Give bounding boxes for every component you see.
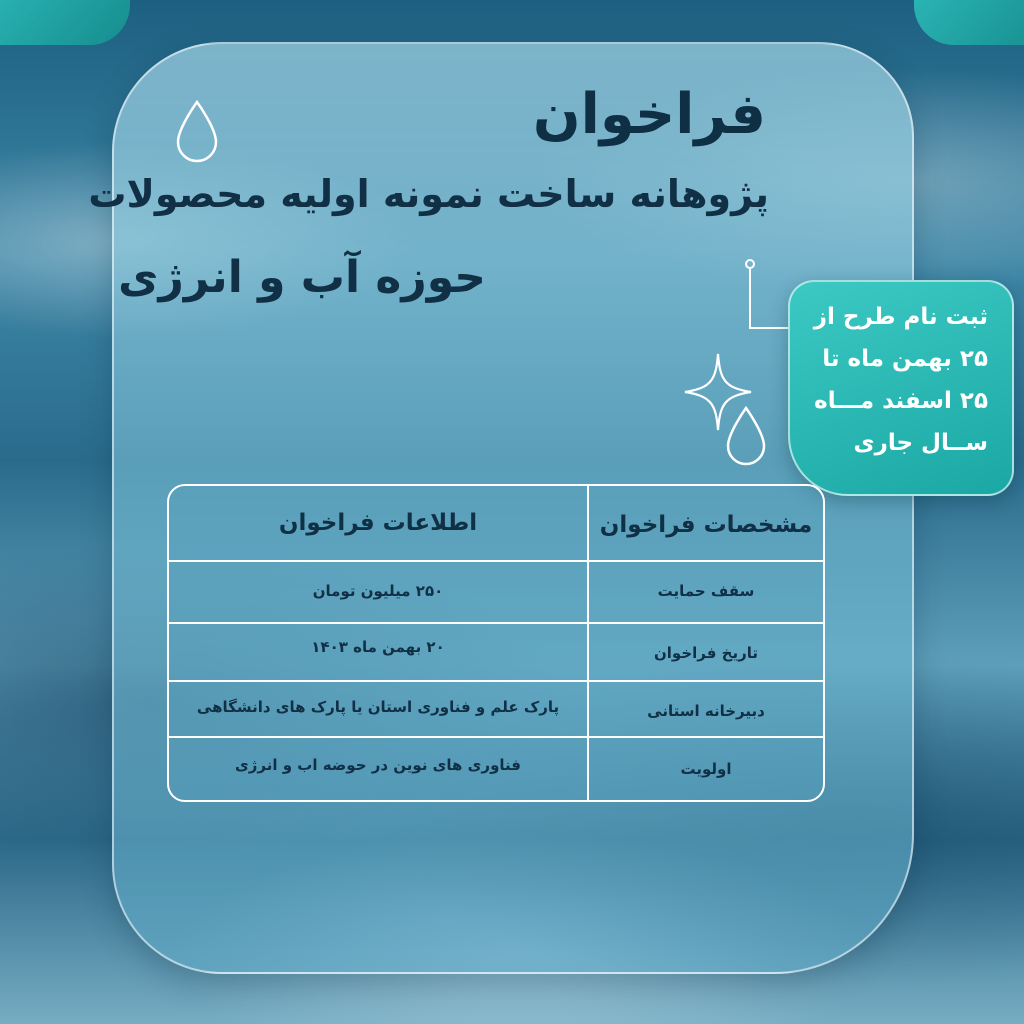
registration-line: ســال جاری: [853, 430, 988, 456]
water-drop-icon: [172, 98, 222, 164]
table-divider: [169, 680, 823, 682]
registration-box: [788, 280, 1014, 496]
table-row-value: ۲۰ بهمن ماه ۱۴۰۳: [311, 638, 445, 656]
corner-decoration-right: [914, 0, 1024, 45]
table-divider: [169, 560, 823, 562]
table-row-label: دبیرخانه استانی: [647, 702, 765, 720]
table-row-label: اولویت: [680, 760, 732, 778]
registration-line: ثبت نام طرح از: [813, 304, 988, 330]
table-row-label: سقف حمایت: [657, 582, 755, 600]
table-divider: [169, 622, 823, 624]
page-subtitle-domain: حوزه آب و انرژی: [118, 252, 486, 303]
info-table: [167, 484, 825, 802]
table-row-value: پارک علم و فناوری استان یا پارک های دانشگاهی: [196, 698, 560, 716]
sparkle-icon: [683, 352, 753, 432]
page-title: فراخوان: [532, 82, 766, 147]
corner-decoration-left: [0, 0, 130, 45]
page-subtitle: پژوهانه ساخت نمونه اولیه محصولات: [88, 172, 769, 216]
table-header-info: اطلاعات فراخوان: [278, 510, 478, 536]
table-divider: [169, 736, 823, 738]
table-row-value: فناوری های نوین در حوضه اب و انرژی: [235, 756, 521, 774]
table-row-value: ۲۵۰ میلیون تومان: [312, 582, 444, 600]
registration-line: ۲۵ اسفند مـــاه: [814, 388, 988, 414]
registration-line: ۲۵ بهمن ماه تا: [822, 346, 988, 372]
table-header-specs: مشخصات فراخوان: [599, 512, 813, 538]
table-row-label: تاریخ فراخوان: [653, 644, 759, 662]
